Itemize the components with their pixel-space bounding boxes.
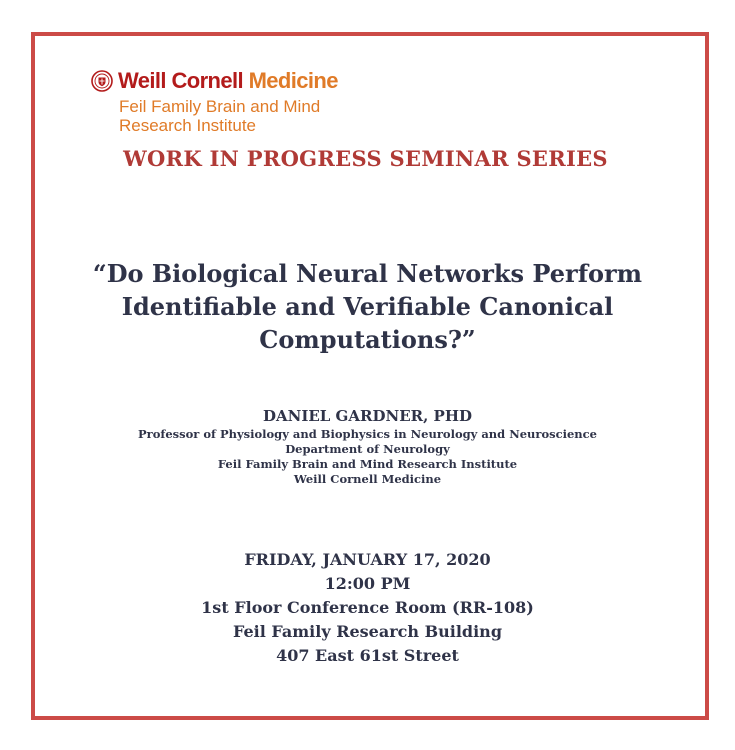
speaker-block xyxy=(0,405,735,487)
seal-icon xyxy=(91,70,113,92)
talk-title-line: Identifiable and Verifiable Canonical xyxy=(121,292,614,321)
talk-title-line: Computations?” xyxy=(259,325,476,354)
speaker-department: Department of Neurology xyxy=(285,442,450,456)
event-details xyxy=(0,548,735,668)
talk-title-line: “Do Biological Neural Networks Perform xyxy=(92,259,643,288)
speaker-name: DANIEL GARDNER, PHD xyxy=(262,407,472,425)
speaker-institution: Weill Cornell Medicine xyxy=(293,472,442,486)
event-time: 12:00 PM xyxy=(324,574,411,593)
institute-name-line-2: Research Institute xyxy=(119,116,257,135)
speaker-institute: Feil Family Brain and Mind Research Institute xyxy=(217,457,518,471)
event-address: 407 East 61st Street xyxy=(276,646,459,665)
institute-name-line-1: Feil Family Brain and Mind xyxy=(119,97,321,116)
talk-title xyxy=(70,257,665,356)
brand-name-weill-cornell: Weill Cornell xyxy=(118,68,244,93)
event-building: Feil Family Research Building xyxy=(233,622,502,641)
speaker-position: Professor of Physiology and Biophysics in Neurology and Neuroscience xyxy=(138,427,597,441)
institution-name xyxy=(118,66,338,96)
event-room: 1st Floor Conference Room (RR-108) xyxy=(201,598,534,617)
institution-logo xyxy=(91,66,351,136)
brand-name-medicine: Medicine xyxy=(248,68,338,93)
event-date: FRIDAY, JANUARY 17, 2020 xyxy=(244,550,491,569)
series-title: WORK IN PROGRESS SEMINAR SERIES xyxy=(123,146,608,171)
